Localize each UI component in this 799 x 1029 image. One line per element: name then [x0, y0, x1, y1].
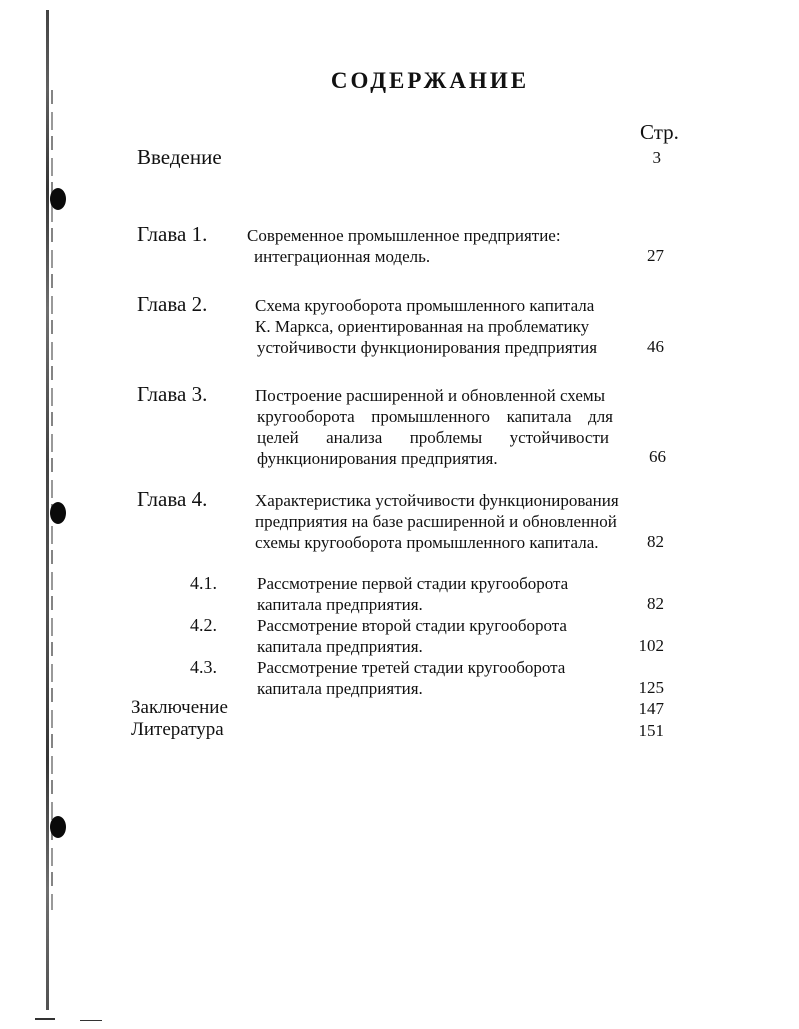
toc-chapter-1-line: Современное промышленное предприятие: [247, 226, 561, 245]
toc-section-4-3-line: Рассмотрение третей стадии кругооборота [257, 658, 566, 677]
punch-hole-icon [50, 502, 66, 524]
page-title: СОДЕРЖАНИЕ [330, 68, 530, 93]
toc-conclusion-label: Заключение [131, 697, 228, 718]
toc-chapter-3-line: кругооборота промышленного капитала для [257, 407, 613, 426]
toc-chapter-3-label: Глава 3. [137, 382, 208, 406]
toc-chapter-1-label: Глава 1. [137, 222, 208, 246]
toc-section-4-3-label: 4.3. [190, 657, 217, 677]
toc-section-4-1-page: 82 [647, 594, 664, 613]
toc-chapter-2-line: К. Маркса, ориентированная на проблематику [255, 317, 590, 336]
toc-intro-page: 3 [652, 148, 661, 167]
toc-chapter-3-line: функционирования предприятия. [257, 449, 498, 468]
toc-chapter-3-page: 66 [649, 447, 666, 466]
toc-chapter-2-line: Схема кругооборота промышленного капитала [255, 296, 595, 315]
toc-section-4-1-line: капитала предприятия. [257, 595, 423, 614]
toc-chapter-1-page: 27 [647, 246, 664, 265]
toc-section-4-3-line: капитала предприятия. [257, 679, 423, 698]
toc-section-4-3-page: 125 [638, 678, 664, 697]
toc-chapter-3-line: Построение расширенной и обновленной схемы [255, 386, 606, 405]
punch-hole-icon [50, 816, 66, 838]
toc-chapter-2-page: 46 [647, 337, 664, 356]
toc-literature-label: Литература [131, 719, 224, 740]
toc-chapter-4-line: предприятия на базе расширенной и обновленной [255, 512, 617, 531]
toc-chapter-4-label: Глава 4. [137, 487, 208, 511]
toc-chapter-1-line: интеграционная модель. [254, 247, 431, 266]
toc-chapter-2-line: устойчивости функционирования предприятия [257, 338, 598, 357]
toc-section-4-2-page: 102 [638, 636, 664, 655]
toc-section-4-1-label: 4.1. [190, 573, 217, 593]
toc-section-4-2-label: 4.2. [190, 615, 217, 635]
toc-chapter-3-line: целей анализа проблемы устойчивости [257, 428, 609, 447]
toc-conclusion-page: 147 [638, 699, 664, 718]
page-column-header: Стр. [640, 120, 679, 144]
toc-chapter-4-line: схемы кругооборота промышленного капитала. [255, 533, 599, 552]
punch-hole-icon [50, 188, 66, 210]
toc-section-4-2-line: капитала предприятия. [257, 637, 423, 656]
scan-binding-edge [38, 10, 62, 1010]
toc-chapter-4-line: Характеристика устойчивости функционирования [255, 491, 619, 510]
toc-intro-label: Введение [137, 145, 222, 169]
toc-section-4-1-line: Рассмотрение первой стадии кругооборота [257, 574, 569, 593]
toc-literature-page: 151 [638, 721, 664, 740]
toc-chapter-2-label: Глава 2. [137, 292, 208, 316]
toc-section-4-2-line: Рассмотрение второй стадии кругооборота [257, 616, 567, 635]
toc-chapter-4-page: 82 [647, 532, 664, 551]
